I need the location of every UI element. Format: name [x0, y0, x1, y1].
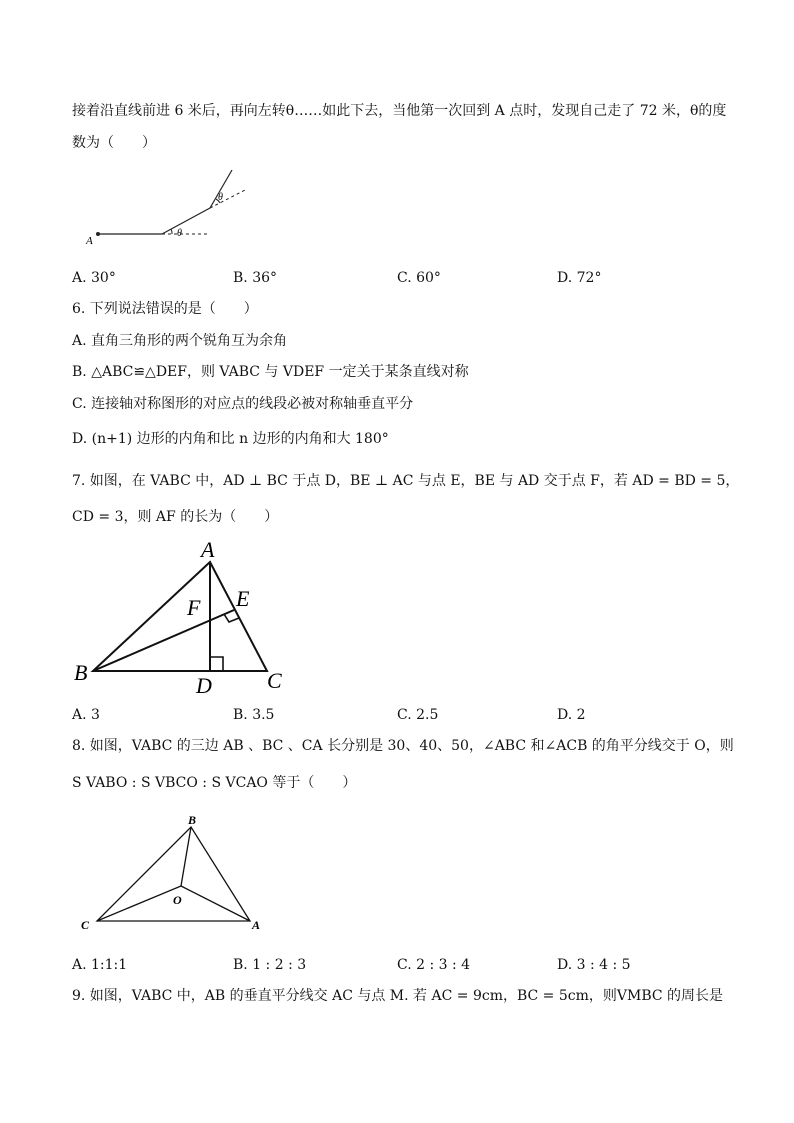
q5-figure: [80, 165, 260, 250]
q6-option-d[interactable]: D. (n+1) 边形的内角和比 n 边形的内角和大 180°: [72, 431, 389, 447]
q8-label-o: O: [173, 893, 182, 907]
q5-label-theta1: θ: [177, 228, 182, 239]
q8-label-a: A: [252, 918, 261, 932]
q5-text-line2: 数为（ ）: [72, 135, 156, 151]
q9-text-line1: 9. 如图，VABC 中，AB 的垂直平分线交 AC 与点 M. 若 AC = 9cm，BC = 5cm，则VMBC 的周长是: [72, 988, 724, 1004]
q5-option-d[interactable]: D. 72°: [557, 270, 602, 286]
q8-option-c[interactable]: C. 2 : 3 : 4: [397, 957, 471, 973]
q7-text-line1: 7. 如图，在 VABC 中，AD ⊥ BC 于点 D，BE ⊥ AC 与点 E，BE 与 AD 交于点 F，若 AD = BD = 5，: [72, 473, 740, 489]
q5-angle-arc-1: [171, 229, 172, 234]
q6-option-a[interactable]: A. 直角三角形的两个锐角互为余角: [72, 333, 288, 349]
q8-label-c: C: [81, 918, 90, 932]
q7-option-b[interactable]: B. 3.5: [233, 707, 275, 723]
q7-figure: [70, 535, 300, 700]
q5-option-b[interactable]: B. 36°: [233, 270, 278, 286]
q7-altitude-be: [93, 610, 234, 671]
q7-label-b: B: [74, 660, 88, 685]
q5-segment-b: [162, 208, 210, 234]
q5-option-c[interactable]: C. 60°: [397, 270, 441, 286]
q6-stem: 6. 下列说法错误的是（ ）: [72, 301, 258, 317]
q5-label-a: A: [86, 235, 93, 247]
q7-label-a: A: [201, 537, 215, 562]
q7-option-c[interactable]: C. 2.5: [397, 707, 439, 723]
q7-label-d: D: [196, 673, 212, 698]
q5-option-a[interactable]: A. 30°: [72, 270, 116, 286]
q7-label-f: F: [187, 595, 201, 620]
q7-option-a[interactable]: A. 3: [72, 707, 100, 723]
q8-option-a[interactable]: A. 1:1:1: [72, 957, 128, 973]
q8-text-line1: 8. 如图，VABC 的三边 AB 、BC 、CA 长分别是 30、40、50，∠ABC 和∠ACB 的角平分线交于 O，则: [72, 738, 734, 754]
q5-point-a: [96, 232, 100, 236]
q7-label-c: C: [267, 668, 282, 693]
q8-segment-co: [97, 886, 181, 921]
q8-figure: [75, 810, 275, 935]
q5-text-line1: 接着沿直线前进 6 米后，再向左转θ……如此下去，当他第一次回到 A 点时，发现自己走了 72 米，θ的度: [72, 103, 727, 119]
q7-right-angle-d: [210, 657, 223, 671]
q5-label-theta2: θ: [218, 192, 223, 203]
q7-triangle-abc: [93, 562, 267, 671]
q6-option-b[interactable]: B. △ABC≌△DEF，则 VABC 与 VDEF 一定关于某条直线对称: [72, 364, 469, 380]
q8-option-d[interactable]: D. 3 : 4 : 5: [557, 957, 631, 973]
q7-text-line2: CD = 3，则 AF 的长为（ ）: [72, 509, 279, 525]
q8-text-line2: S VABO : S VBCO : S VCAO 等于（ ）: [72, 775, 357, 791]
q7-label-e: E: [236, 586, 250, 611]
q7-option-d[interactable]: D. 2: [557, 707, 586, 723]
q8-option-b[interactable]: B. 1 : 2 : 3: [233, 957, 307, 973]
q8-label-b: B: [188, 813, 197, 827]
q6-option-c[interactable]: C. 连接轴对称图形的对应点的线段必被对称轴垂直平分: [72, 396, 414, 412]
